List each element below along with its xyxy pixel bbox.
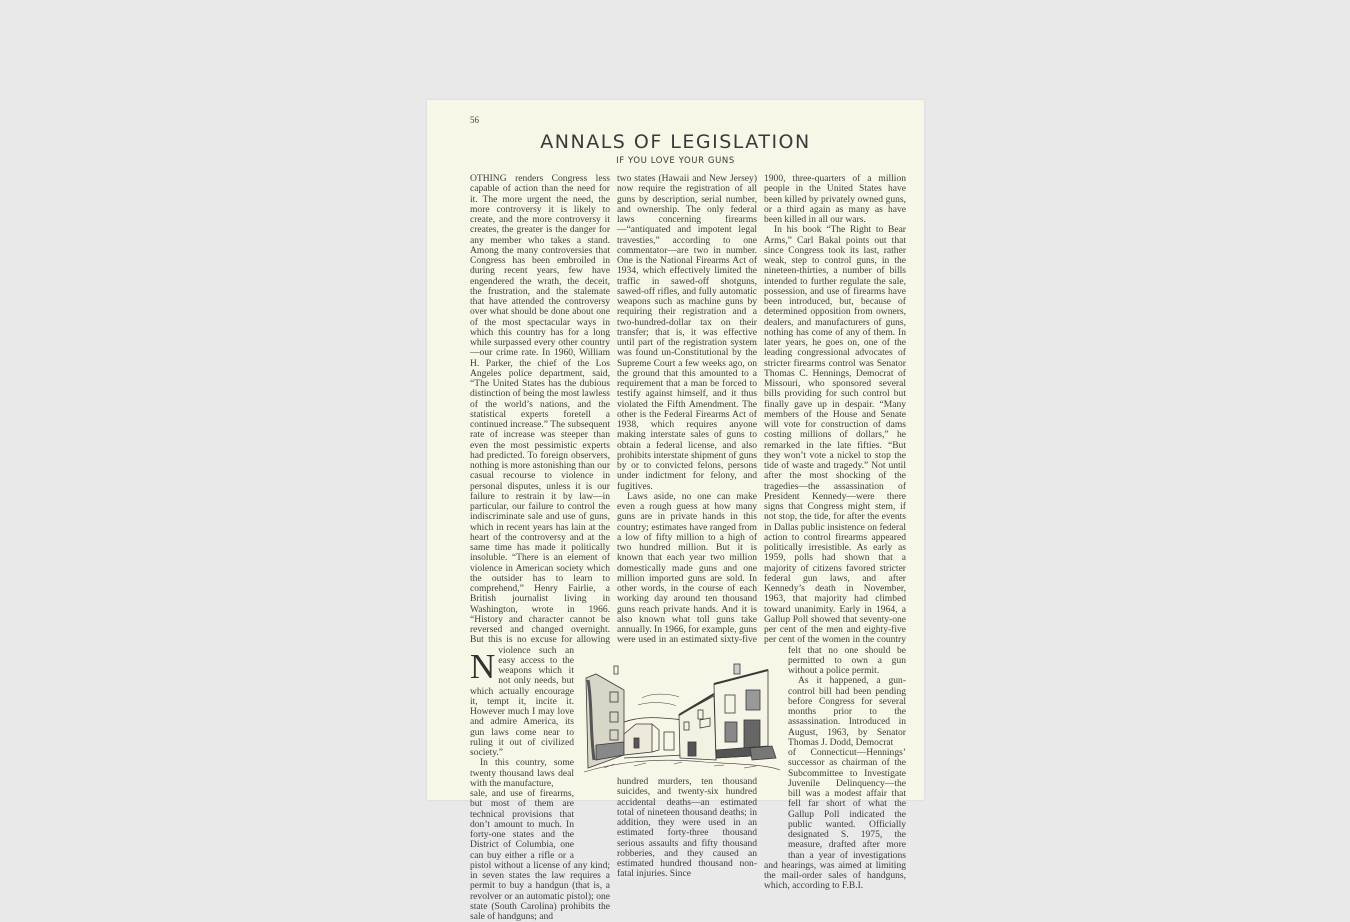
- paragraph: In his book “The Right to Bear Arms,” Carl Bakal points out that since Congress took its last, rather weak, step to control guns, in the nineteen-thirties, a number of bills intended to further regulate the sale, possession, and use of firearms have been introduced, but, because of determined opposition from owners, dealers, and manufacturers of guns, nothing has come of any of them. In later years, he goes on, one of the leading congressional advocates of stricter firearms control was Senator Thomas C. Hennings, Democrat of Missouri, who sponsored several bills providing for such control but finally gave up in despair. “Many members of the House and Senate will vote for construction of dams costing millions of dollars,” he remarked in the late fifties. “But they won’t vote a nickel to stop the tide of waste and tragedy.” Not until after the most shocking of the tragedies—the assassination of President Kennedy—were there signs that Congress might stem, if not stop, the tide, for after the events in Dallas public insistence on federal action to control firearms appeared politically irresistible. As early as 1959, polls had shown that a majority of citizens favored stricter federal gun laws, and after Kennedy’s death in November, 1963, that majority had climbed toward unanimity. Early in 1964, a Gallup Poll showed that seventy-one per cent of the men and eighty-five per cent of the women in the country felt that no one should be permitted to own a gun without a police permit.: [764, 224, 906, 676]
- text-column-1: [470, 174, 610, 922]
- paragraph-continued: of Connecticut—Hennings’ successor as chairman of the Subcommittee to Investigate Juvenile Delinquency—the bill was a modest affair that fell far short of what the Gallup Poll indicated the public wanted. Officially designated S. 1975, the measure, drafted after more than a year of investigations and hearings, was aimed at limiting the mail-order sales of handguns, which, according to F.B.I.: [764, 747, 906, 892]
- illustration-wrap-spacer: [617, 652, 757, 777]
- paragraph: As it happened, a gun-control bill had been pending before Congress for several months prior to the assassination. Introduced in August, 1963, by Senator Thomas J. Dodd, Democrat: [788, 675, 906, 748]
- paragraph-text: OTHING renders Congress less capable of action than the need for it. The more urgent the need, the more controversy it is likely to create, and the more controversy it creates, the greater is the danger for any member who takes a stand. Among the many controversies that Congress has been embroiled in during recent years, few have engendered the wrath, the deceit, the frustration, and the stalemate that have attended the controversy over what should be done about one of the most spectacular ways in which this country has for a long while surpassed every other country—our crime rate. In 1960, William H. Parker, the chief of the Los Angeles police department, said, “The United States has the dubious distinction of being the most lawless of the world’s nations, and the statistical experts foretell a continued increase.” The subsequent rate of increase was steeper than even the most pessimistic experts had predicted. To foreign observers, nothing is more astonishing than our casual recourse to violence in personal disputes, unless it is our failure to restrain it by law—in particular, our failure to control the indiscriminate sale and use of guns, which in recent years has lain at the heart of the controversy and at the same time has made it politically insoluble. “There is an element of violence in American society which the outsider has to learn to comprehend,” Henry Fairlie, a British journalist living in Washington, wrote in 1966. “History and character cannot be reversed and changed overnight. But this is no excuse for allowing violence such an easy access to the weapons which it not only needs, but which actually encourage it, tempt it, incite it. However much I may love and admire America, its gun laws come near to ruling it out of civilized society.”: [470, 173, 610, 758]
- page-number: 56: [470, 115, 479, 125]
- paragraph: two states (Hawaii and New Jersey) now require the registration of all guns by description, serial number, and ownership. The only federal laws concerning firearms—“antiquated and impotent legal travesties,” according to one commentator—are two in number. One is the National Firearms Act of 1934, which effectively limited the traffic in sawed-off shotguns, sawed-off rifles, and fully automatic weapons such as machine guns by requiring their registration and a two-hundred-dollar tax on their transfer; that is, it was effective until part of the registration system was found un-Constitutional by the Supreme Court a few weeks ago, on the ground that this amounted to a requirement that a man be forced to testify against himself, and it thus violated the Fifth Amendment. The other is the Federal Firearms Act of 1938, which requires anyone making interstate sales of guns to obtain a federal license, and also prohibits interstate shipment of guns by or to convicted felons, persons under indictment for felony, and fugitives.: [617, 173, 757, 492]
- illustration-wrap-spacer: [574, 652, 610, 852]
- article-title: IF YOU LOVE YOUR GUNS: [616, 156, 735, 166]
- drop-cap: N: [470, 647, 496, 686]
- paragraph-continued: sale, and use of firearms, but most of them are technical provisions that don’t amount to much. In forty-one states and the District of Columbia, one can buy either a rifle or a pistol without a license of any kind; in seven states the law requires a permit to buy a handgun (that is, a revolver or an automatic pistol); one state (South Carolina) prohibits the sale of handguns; and: [470, 788, 610, 922]
- text-column-2: [617, 174, 757, 880]
- section-title: ANNALS OF LEGISLATION: [540, 131, 811, 153]
- paragraph: Laws aside, no one can make even a rough guess at how many guns are in private hands in this country; estimates have ranged from a low of fifty million to a high of two hundred million. But it is known that each year two million domestically made guns and one million imported guns are sold. In other words, in the course of each working day around ten thousand guns reach private hands. And it is also known what toll guns take annually. In 1966, for example, guns were used in an estimated sixty-five hundred murders, ten thousand suicides, and twenty-six hundred accidental deaths—an estimated total of nineteen thousand deaths; in addition, they were used in an estimated forty-three thousand serious assaults and fifty thousand robberies, and they caused an estimated hundred thousand non-fatal injuries. Since: [617, 490, 757, 880]
- text-column-3: [764, 174, 906, 892]
- illustration-wrap-spacer: [764, 652, 788, 852]
- magazine-page: [427, 100, 924, 922]
- paragraph: 1900, three-quarters of a million people in the United States have been killed by privately owned guns, or a third again as many as have been killed in all our wars.: [764, 173, 906, 225]
- paragraph: In this country, some twenty thousand laws deal with the manufacture,: [470, 757, 574, 789]
